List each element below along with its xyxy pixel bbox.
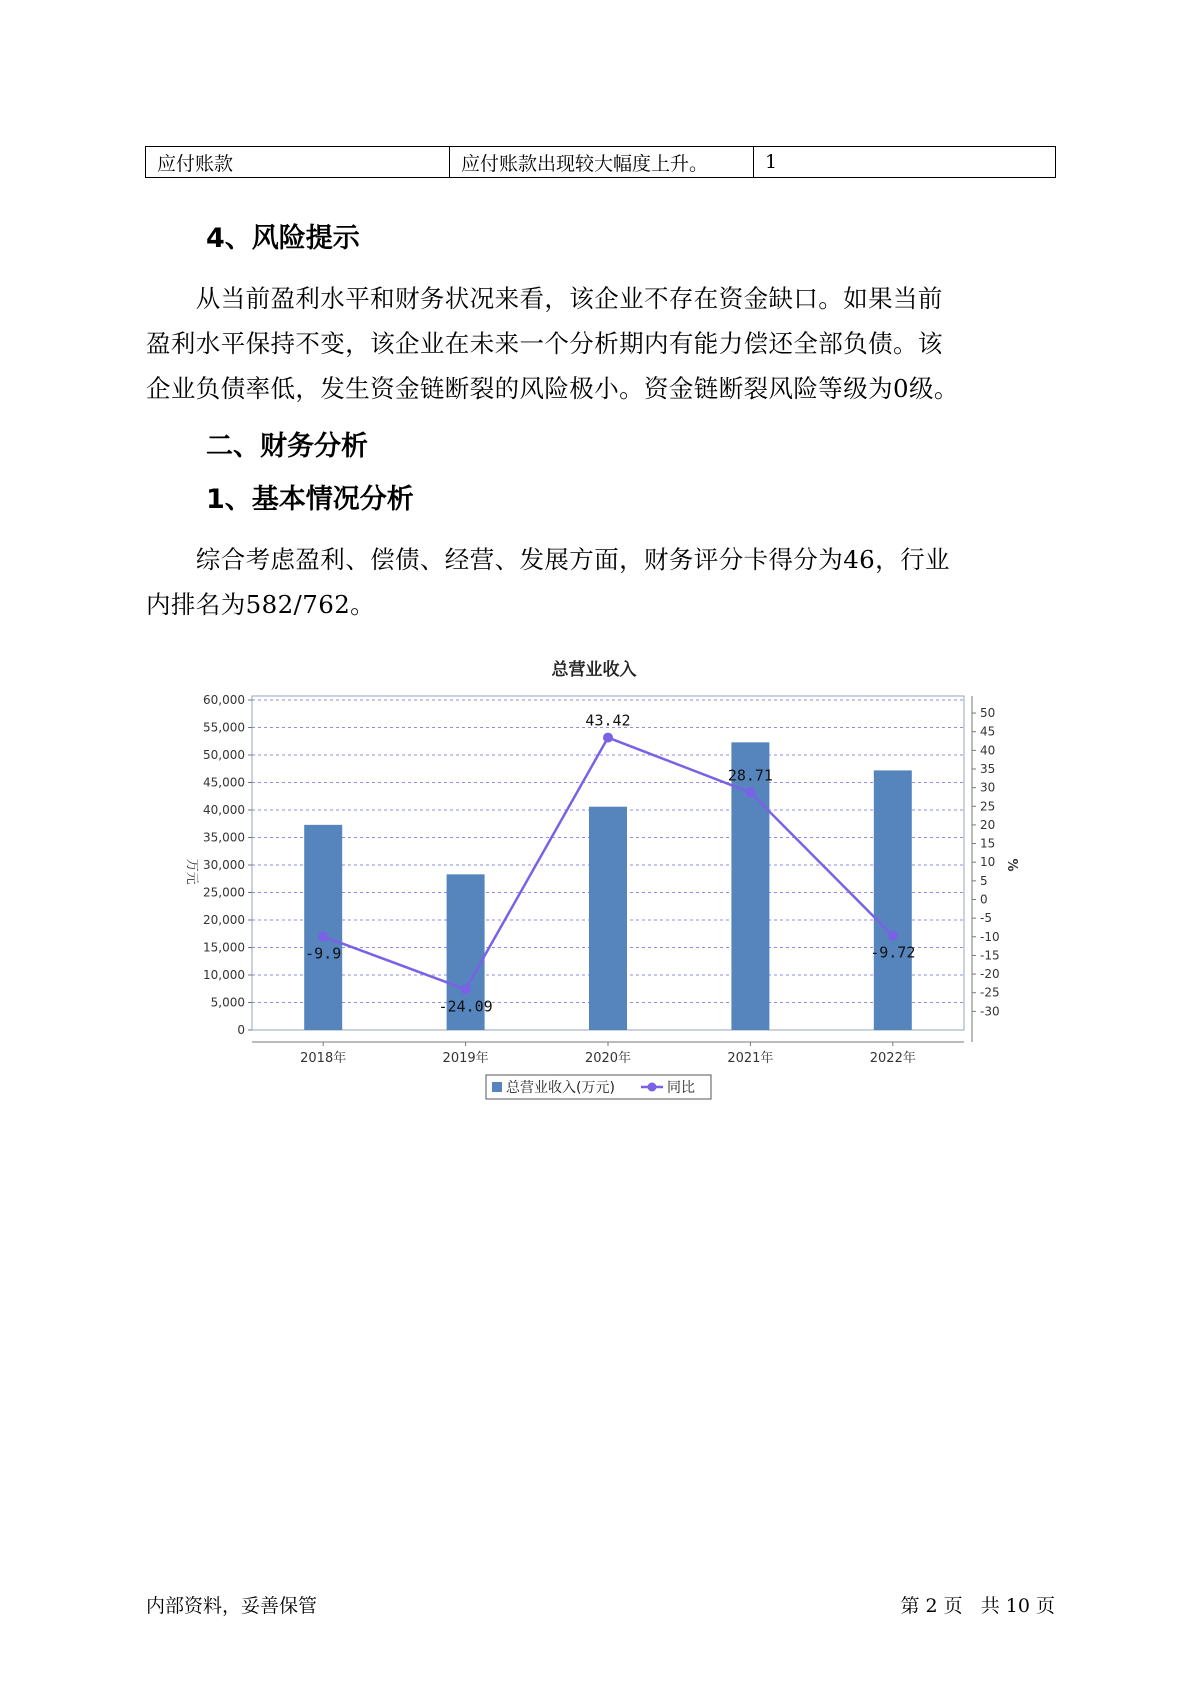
right-axis-title: %	[1004, 858, 1019, 872]
left-tick-label: 60,000	[203, 693, 245, 707]
heading-risk: 4、风险提示	[206, 223, 360, 254]
right-tick-label: 25	[980, 799, 996, 814]
right-tick-label: 30	[980, 780, 996, 795]
legend-swatch-bar	[492, 1082, 502, 1092]
right-tick-label: -15	[980, 948, 1000, 963]
table-cell-description: 应付账款出现较大幅度上升。	[450, 147, 754, 178]
right-tick-label: -20	[980, 967, 1000, 982]
right-tick-label: 35	[980, 761, 996, 776]
x-tick-label: 2018年	[300, 1051, 347, 1066]
left-tick-label: 0	[237, 1023, 245, 1037]
left-tick-label: 55,000	[203, 720, 245, 735]
right-tick-label: -25	[980, 985, 1000, 1000]
right-tick-label: -30	[980, 1004, 1000, 1019]
legend-label-yoy: 同比	[667, 1080, 695, 1096]
bar	[304, 825, 342, 1030]
left-tick-label: 20,000	[203, 913, 245, 927]
yoy-point	[461, 984, 471, 994]
yoy-point	[888, 931, 898, 941]
right-tick-label: 20	[980, 817, 996, 832]
chart-title: 总营业收入	[551, 660, 637, 680]
yoy-data-label: -9.72	[870, 943, 916, 962]
left-tick-label: 35,000	[203, 830, 245, 845]
left-tick-label: 25,000	[203, 885, 245, 900]
yoy-point	[318, 931, 328, 941]
right-tick-label: 10	[980, 855, 996, 870]
paragraph-risk	[146, 276, 1056, 411]
table-row	[146, 147, 1056, 178]
bar	[874, 770, 912, 1030]
right-tick-label: 45	[980, 724, 996, 739]
right-tick-label: 5	[980, 873, 988, 888]
left-axis-title: 万元	[184, 858, 199, 885]
x-tick-label: 2022年	[869, 1051, 916, 1066]
legend-swatch-point	[648, 1083, 657, 1092]
heading-basic-analysis: 1、基本情况分析	[206, 484, 414, 515]
right-tick-label: 50	[980, 706, 996, 721]
x-tick-label: 2020年	[584, 1051, 632, 1066]
table-cell-item: 应付账款	[146, 147, 450, 178]
left-tick-label: 15,000	[203, 940, 245, 955]
paragraph-line: 盈利水平保持不变，该企业在未来一个分析期内有能力偿还全部负债。该	[146, 329, 943, 358]
table-cell-value: 1	[754, 147, 1056, 178]
x-tick-label: 2021年	[727, 1051, 774, 1066]
right-tick-label: -10	[980, 929, 1000, 944]
footer-page-number: 第 2 页 共 10 页	[900, 1595, 1055, 1617]
legend-label-revenue: 总营业收入(万元)	[506, 1080, 615, 1096]
x-tick-label: 2019年	[442, 1051, 489, 1066]
paragraph-line: 从当前盈利水平和财务状况来看，该企业不存在资金缺口。如果当前	[146, 284, 943, 313]
footer-confidential-note: 内部资料，妥善保管	[146, 1595, 318, 1617]
paragraph-line: 企业负债率低，发生资金链断裂的风险极小。资金链断裂风险等级为0级。	[146, 374, 959, 403]
yoy-data-label: 43.42	[585, 711, 631, 730]
left-tick-label: 40,000	[203, 803, 245, 817]
left-tick-label: 10,000	[203, 968, 245, 982]
yoy-point	[745, 787, 755, 797]
paragraph-line: 综合考虑盈利、偿债、经营、发展方面，财务评分卡得分为46，行业	[146, 545, 950, 574]
left-tick-label: 30,000	[203, 858, 245, 872]
paragraph-basic	[146, 537, 1056, 627]
yoy-point	[603, 733, 613, 743]
right-tick-label: 15	[980, 836, 996, 851]
bar	[731, 742, 769, 1030]
risk-table	[145, 146, 1056, 178]
left-tick-label: 50,000	[203, 748, 245, 762]
yoy-data-label: -9.9	[305, 944, 342, 963]
right-tick-label: 40	[980, 743, 996, 758]
left-tick-label: 45,000	[203, 775, 245, 790]
revenue-chart	[170, 650, 1019, 1110]
paragraph-line: 内排名为582/762。	[146, 590, 376, 619]
left-tick-label: 5,000	[210, 995, 245, 1010]
yoy-data-label: 28.71	[727, 766, 773, 785]
right-tick-label: -5	[980, 911, 992, 926]
yoy-data-label: -24.09	[438, 997, 493, 1016]
right-tick-label: 0	[980, 892, 988, 907]
bar	[589, 807, 627, 1030]
heading-financial-analysis: 二、财务分析	[206, 431, 368, 462]
